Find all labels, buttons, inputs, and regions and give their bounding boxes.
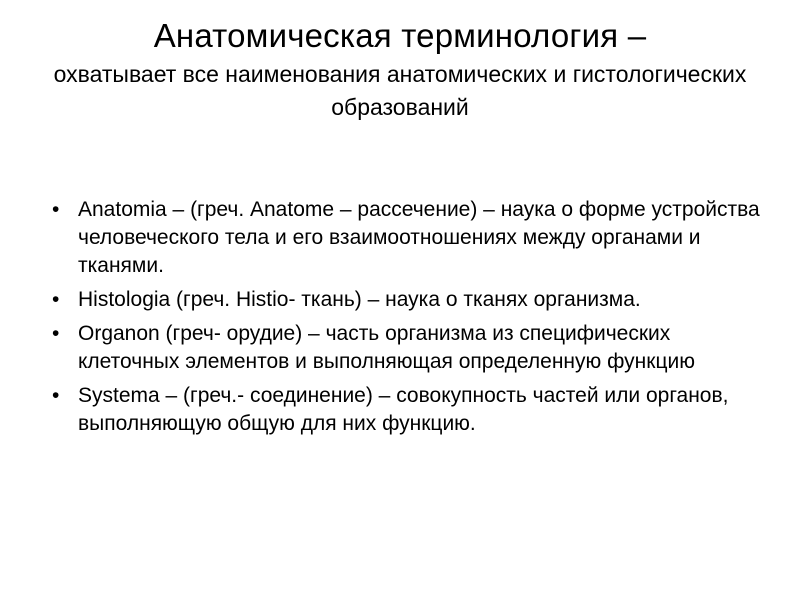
slide-subtitle: охватывает все наименования анатомических и гистологических образований	[53, 61, 747, 120]
bullet-icon: •	[52, 288, 60, 311]
bullet-icon: •	[52, 198, 60, 221]
slide-title-block	[40, 16, 760, 124]
bullet-list	[52, 196, 764, 444]
bullet-text: Histologia (греч. Histio- ткань) – наука о тканях организма.	[78, 288, 641, 311]
bullet-item-organon	[52, 320, 764, 376]
bullet-text: Organon (греч- орудие) – часть организма из специфических клеточных элементов и выполняющая определенную функцию	[78, 322, 695, 373]
bullet-item-anatomia	[52, 196, 764, 280]
bullet-item-histologia	[52, 286, 764, 314]
bullet-item-systema	[52, 382, 764, 438]
bullet-text: Anatomia – (греч. Anatome – рассечение) – наука о форме устройства человеческого тела и его взаимоотношениях между органами и тканями.	[78, 198, 760, 277]
bullet-icon: •	[52, 384, 60, 407]
slide-title: Анатомическая терминология –	[153, 17, 647, 54]
bullet-icon: •	[52, 322, 60, 345]
bullet-text: Systema – (греч.- соединение) – совокупность частей или органов, выполняющую общую для них функцию.	[78, 384, 729, 435]
